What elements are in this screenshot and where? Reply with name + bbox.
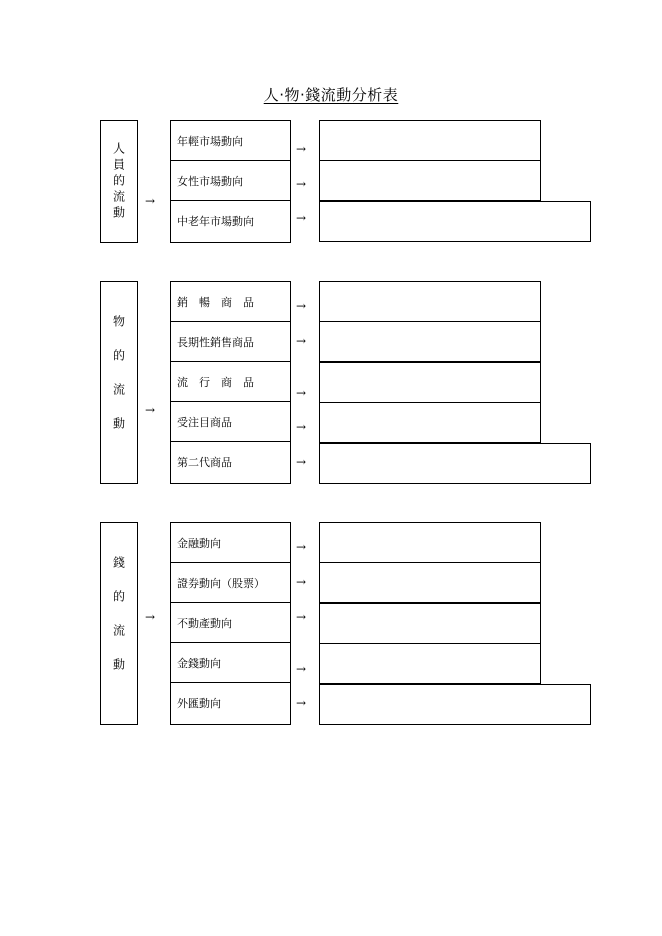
answer-box[interactable]	[319, 120, 541, 161]
answer-box[interactable]	[319, 562, 541, 603]
answer-box[interactable]	[319, 281, 541, 322]
section-people	[0, 120, 662, 244]
answer-box[interactable]	[319, 522, 541, 563]
section-money	[0, 522, 662, 727]
answer-box[interactable]	[319, 321, 541, 362]
item-arrow: →	[296, 211, 307, 225]
item-arrow: →	[296, 142, 307, 156]
category-box-people	[100, 120, 138, 243]
answer-box[interactable]	[319, 362, 541, 403]
item-column	[170, 120, 291, 243]
item-cell: 流 行 商 品	[171, 362, 290, 402]
item-arrow: →	[296, 334, 307, 348]
page-title: 人‧物‧錢流動分析表	[263, 86, 399, 104]
item-cell: 長期性銷售商品	[171, 322, 290, 362]
answer-box[interactable]	[319, 160, 541, 201]
category-arrow: →	[145, 194, 156, 208]
item-arrow: →	[296, 540, 307, 554]
category-label: 錢的流動	[111, 555, 126, 692]
item-arrow: →	[296, 610, 307, 624]
item-cell: 金融動向	[171, 523, 290, 563]
category-arrow: →	[145, 610, 156, 624]
answer-box[interactable]	[319, 643, 541, 684]
answer-box[interactable]	[319, 402, 541, 443]
item-arrow: →	[296, 455, 307, 469]
item-arrow: →	[296, 420, 307, 434]
item-arrow: →	[296, 386, 307, 400]
item-column	[170, 281, 291, 484]
item-cell: 證券動向（股票）	[171, 563, 290, 603]
item-arrow: →	[296, 696, 307, 710]
category-label: 物的流動	[111, 314, 126, 451]
item-cell: 銷 暢 商 品	[171, 282, 290, 322]
item-cell: 第二代商品	[177, 456, 232, 469]
item-arrow: →	[296, 177, 307, 191]
item-column	[170, 522, 291, 725]
item-arrow: →	[296, 299, 307, 313]
category-box-money	[100, 522, 138, 725]
answer-box[interactable]	[319, 603, 541, 644]
item-cell: 女性市場動向	[171, 161, 290, 201]
answer-box[interactable]	[319, 684, 591, 725]
item-cell: 年輕市場動向	[171, 121, 290, 161]
item-arrow: →	[296, 575, 307, 589]
answer-box[interactable]	[319, 443, 591, 484]
category-box-goods	[100, 281, 138, 484]
section-goods	[0, 281, 662, 485]
item-cell: 外匯動向	[177, 697, 221, 710]
item-cell: 金錢動向	[171, 643, 290, 683]
answer-box[interactable]	[319, 201, 591, 242]
item-cell: 不動產動向	[171, 603, 290, 643]
category-arrow: →	[145, 403, 156, 417]
item-arrow: →	[296, 662, 307, 676]
category-label: 人員的流動	[111, 141, 126, 222]
item-cell: 中老年市場動向	[177, 215, 254, 228]
item-cell: 受注目商品	[171, 402, 290, 442]
